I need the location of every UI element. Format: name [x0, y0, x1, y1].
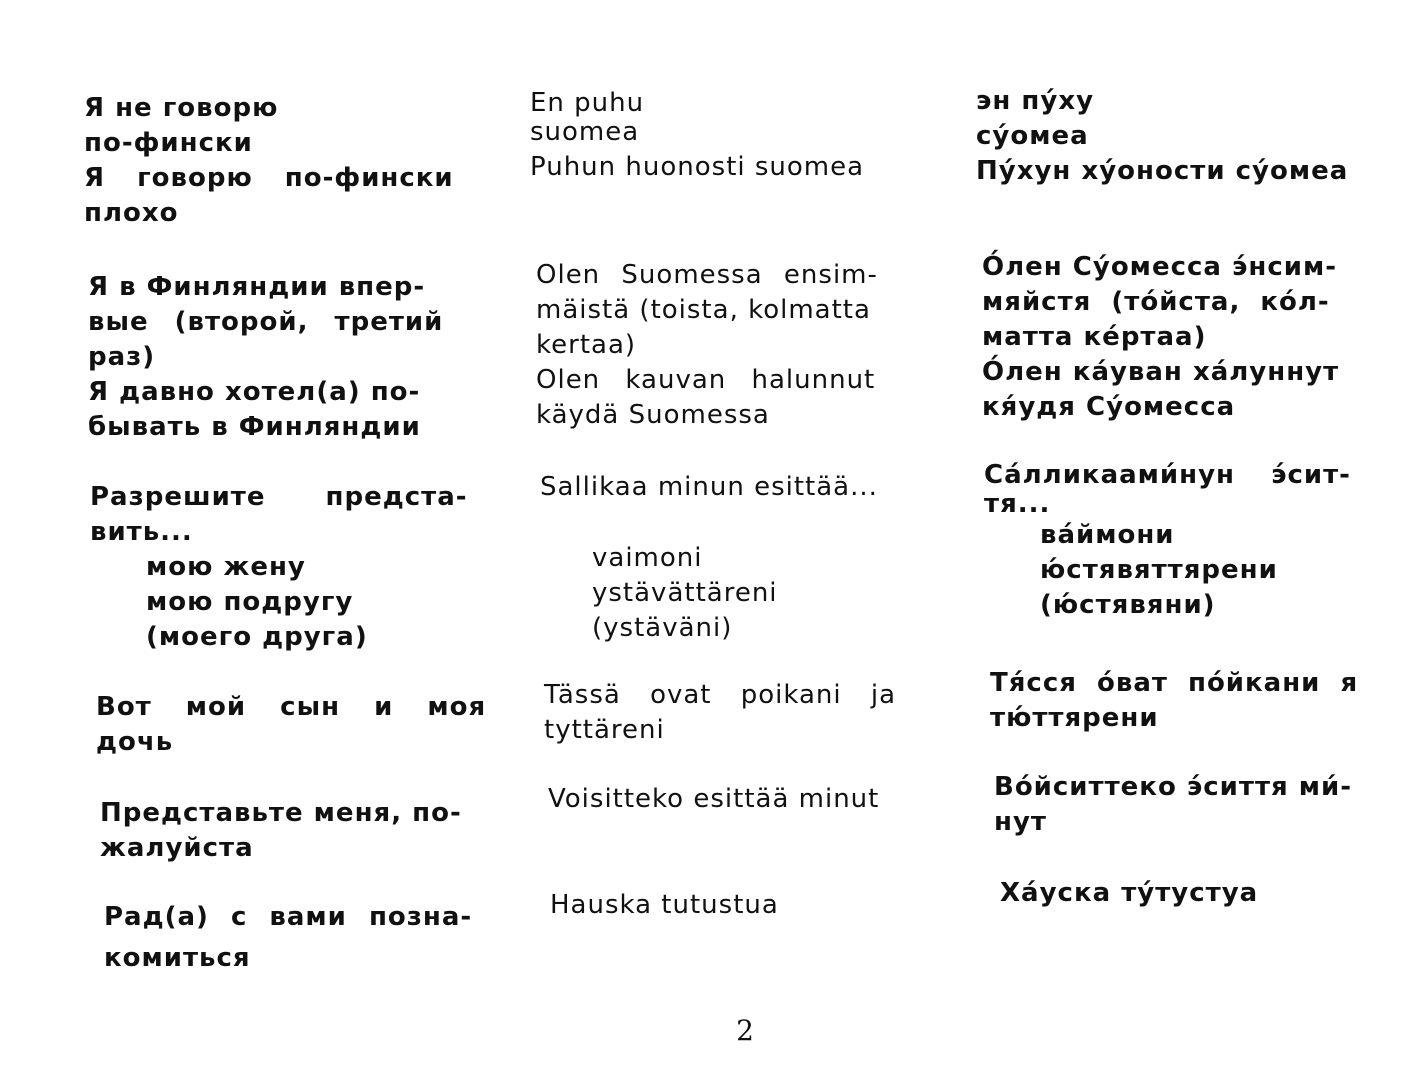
text-line: Ха́уска ту́тустуа [1000, 878, 1259, 908]
text-line: мою подругу [146, 587, 354, 617]
text-line: Представьте меня, по- [100, 798, 462, 828]
text-line: мяйстя (то́йста, ко́л- [982, 287, 1330, 317]
phrase-transcription-3 [984, 458, 1356, 623]
text-line: дочь [96, 727, 174, 757]
text-line: су́омеа [976, 121, 1089, 151]
text-line: Рад(а) с вами позна- [104, 902, 473, 932]
phrase-russian-4 [96, 690, 487, 760]
text-line: жалуйста [100, 833, 254, 863]
text-line: тю́ттярени [990, 703, 1159, 733]
text-line: mäistä (toista, kolmatta [536, 295, 871, 325]
phrase-finnish-3 [540, 470, 912, 646]
phrase-russian-3 [90, 480, 468, 655]
phrase-russian-1 [84, 91, 452, 231]
text-line: Hauska tutustua [550, 890, 779, 920]
text-line: бывать в Финляндии [88, 412, 421, 442]
text-line: ystävättäreni [592, 578, 778, 608]
text-line: (ю́стявяни) [1040, 590, 1216, 620]
phrase-russian-5 [100, 796, 470, 866]
phrase-finnish-2 [536, 258, 908, 433]
phrase-finnish-6 [550, 888, 920, 923]
text-line: мою жену [146, 552, 306, 582]
text-line: Пу́хун ху́оности су́омеа [976, 156, 1349, 186]
phrase-russian-6 [104, 900, 474, 976]
text-line: тя... [984, 489, 1051, 519]
phrase-russian-2 [88, 270, 456, 445]
text-line: vaimoni [592, 543, 703, 573]
text-line: Я говорю по-фински [84, 163, 454, 193]
text-line: Sallikaa minun esittää... [540, 472, 878, 502]
text-line: Тя́сся о́ват по́йкани я [990, 668, 1359, 698]
text-line: Я давно хотел(а) по- [88, 377, 421, 407]
phrase-transcription-2 [982, 250, 1354, 425]
text-line: эн пу́ху [976, 86, 1095, 116]
phrase-transcription-5 [994, 770, 1364, 840]
text-line: Olen Suomessa ensim- [536, 260, 878, 290]
text-line: (ystäväni) [592, 613, 733, 643]
phrase-finnish-5 [548, 782, 918, 817]
text-line: tyttäreni [544, 715, 665, 745]
text-line: Puhun huonosti suomea [530, 152, 865, 182]
text-line: комиться [104, 943, 251, 973]
text-line: Во́йситтеко э́сиття ми́- [994, 772, 1353, 802]
text-line: kertaa) [536, 330, 637, 360]
text-line: вые (второй, третий [88, 307, 444, 337]
text-line: по-фински [84, 128, 253, 158]
phrase-transcription-6 [1000, 876, 1370, 911]
text-line: Я в Финляндии впер- [88, 272, 426, 302]
phrase-finnish-1 [530, 86, 910, 185]
text-line: Са́лликаами́нун э́сит- [984, 460, 1351, 490]
text-line: матта ке́ртаа) [982, 322, 1207, 352]
page-number: 2 [736, 1014, 754, 1047]
text-line: ю́стявяттярени [1040, 555, 1278, 585]
text-line: Olen kauvan halunnut [536, 365, 876, 395]
phrase-finnish-4 [544, 678, 914, 748]
phrase-transcription-4 [990, 666, 1360, 736]
text-line: En puhu [530, 88, 645, 118]
phrase-transcription-1 [976, 84, 1356, 189]
text-line: Tässä ovat poikani ja [544, 680, 897, 710]
text-line: (моего друга) [146, 622, 368, 652]
text-line: О́лен Су́омесса э́нсим- [982, 252, 1338, 282]
text-line: Voisitteko esittää minut [548, 784, 880, 814]
text-line: suomea [530, 117, 640, 147]
text-line: ва́ймони [1040, 520, 1175, 550]
text-line: плохо [84, 198, 179, 228]
text-line: Вот мой сын и моя [96, 692, 487, 722]
text-line: käydä Suomessa [536, 400, 770, 430]
text-line: Разрешите предста- [90, 482, 468, 512]
text-line: кя́удя Су́омесса [982, 392, 1236, 422]
text-line: вить... [90, 517, 193, 547]
text-line: раз) [88, 342, 156, 372]
text-line: нут [994, 807, 1047, 837]
text-line: Я не говорю [84, 93, 279, 123]
text-line: О́лен ка́уван ха́луннут [982, 357, 1340, 387]
